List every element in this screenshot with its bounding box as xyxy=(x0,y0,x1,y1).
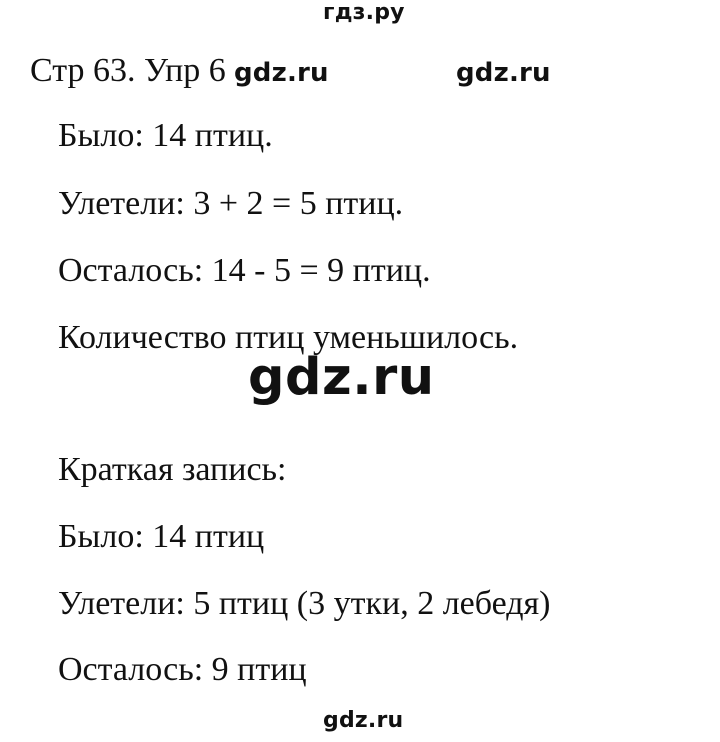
short-note-line-was: Было: 14 птиц xyxy=(58,518,265,555)
watermark-header-1: gdz.ru xyxy=(234,58,329,88)
watermark-top: гдз.ру xyxy=(323,0,405,25)
solution-line-flew-away: Улетели: 3 + 2 = 5 птиц. xyxy=(58,185,404,222)
exercise-title: Стр 63. Упр 6 xyxy=(30,52,226,89)
short-note-line-flew-away: Улетели: 5 птиц (3 утки, 2 лебедя) xyxy=(58,585,551,622)
solution-line-was: Было: 14 птиц. xyxy=(58,117,273,154)
short-note-line-remaining: Осталось: 9 птиц xyxy=(58,651,307,688)
solution-line-conclusion: Количество птиц уменьшилось. xyxy=(58,319,519,356)
short-note-heading: Краткая запись: xyxy=(58,451,287,488)
watermark-bottom: gdz.ru xyxy=(323,708,404,733)
watermark-header-2: gdz.ru xyxy=(456,58,551,88)
solution-line-remaining: Осталось: 14 - 5 = 9 птиц. xyxy=(58,252,431,289)
watermark-center: gdz.ru xyxy=(248,348,435,407)
